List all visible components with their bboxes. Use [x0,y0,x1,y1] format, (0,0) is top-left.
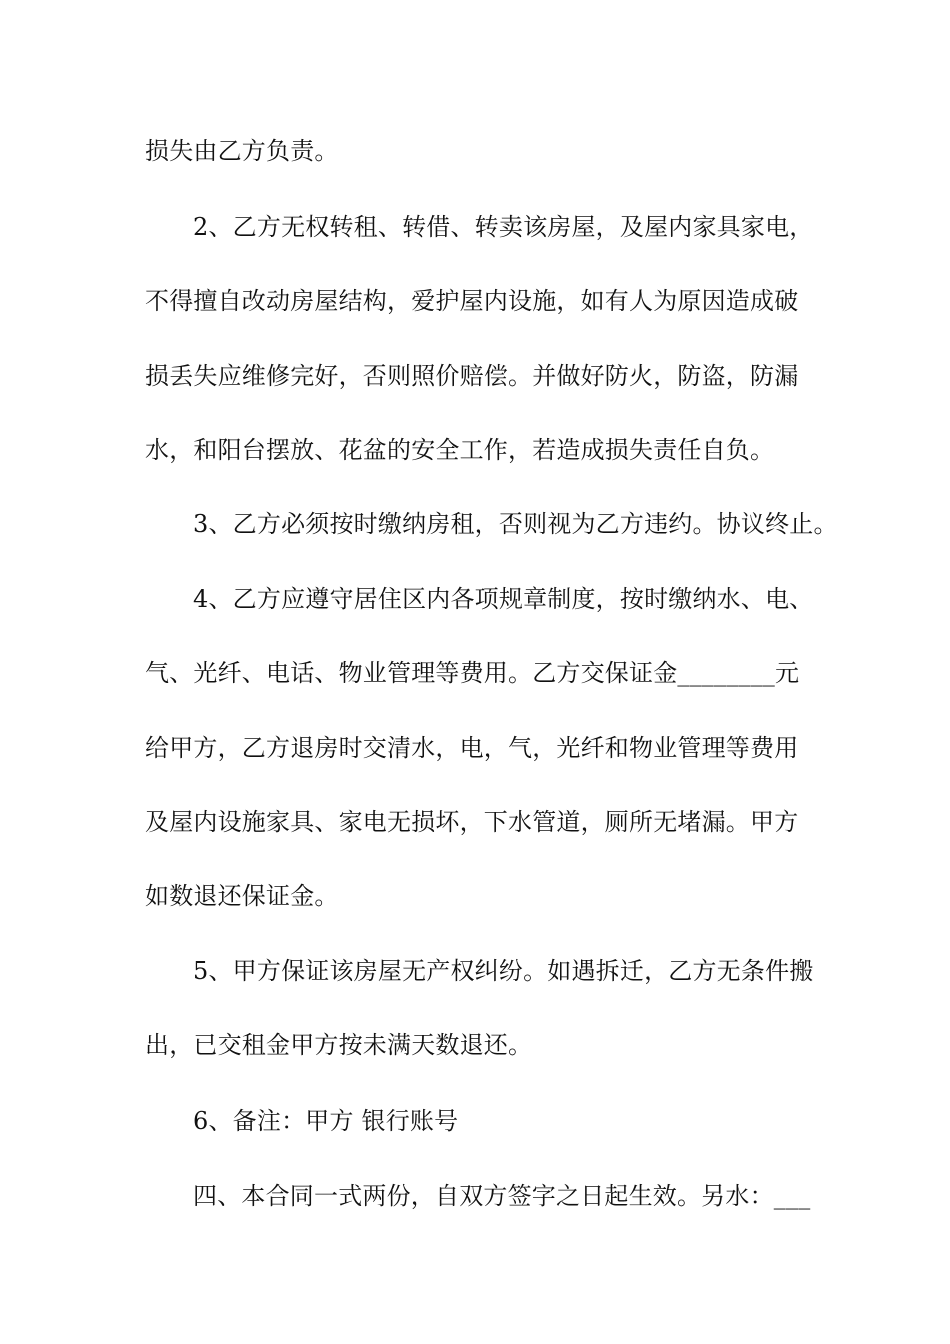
text-line-1: 损失由乙方负责。 [145,137,339,165]
text-line-14: 6、备注：甲方 银行账号 [193,1107,459,1135]
text-line-5: 水，和阳台摆放、花盆的安全工作，若造成损失责任自负。 [145,436,775,464]
text-line-10: 及屋内设施家具、家电无损坏，下水管道，厕所无堵漏。甲方 [145,808,799,836]
text-line-6: 3、乙方必须按时缴纳房租，否则视为乙方违约。协议终止。 [193,510,838,538]
text-line-2: 2、乙方无权转租、转借、转卖该房屋，及屋内家具家电， [193,213,814,241]
text-line-9: 给甲方，乙方退房时交清水，电，气，光纤和物业管理等费用 [145,734,799,762]
text-line-12: 5、甲方保证该房屋无产权纠纷。如遇拆迁，乙方无条件搬 [193,957,814,985]
text-line-7: 4、乙方应遵守居住区内各项规章制度，按时缴纳水、电、 [193,585,814,613]
text-line-11: 如数退还保证金。 [145,882,339,910]
text-line-8: 气、光纤、电话、物业管理等费用。乙方交保证金________元 [145,659,800,687]
text-line-3: 不得擅自改动房屋结构，爱护屋内设施，如有人为原因造成破 [145,287,799,315]
text-line-4: 损丢失应维修完好，否则照价赔偿。并做好防火，防盗，防漏 [145,362,799,390]
text-line-15: 四、本合同一式两份，自双方签字之日起生效。另水：___ [193,1182,811,1210]
text-line-13: 出，已交租金甲方按未满天数退还。 [145,1031,533,1059]
